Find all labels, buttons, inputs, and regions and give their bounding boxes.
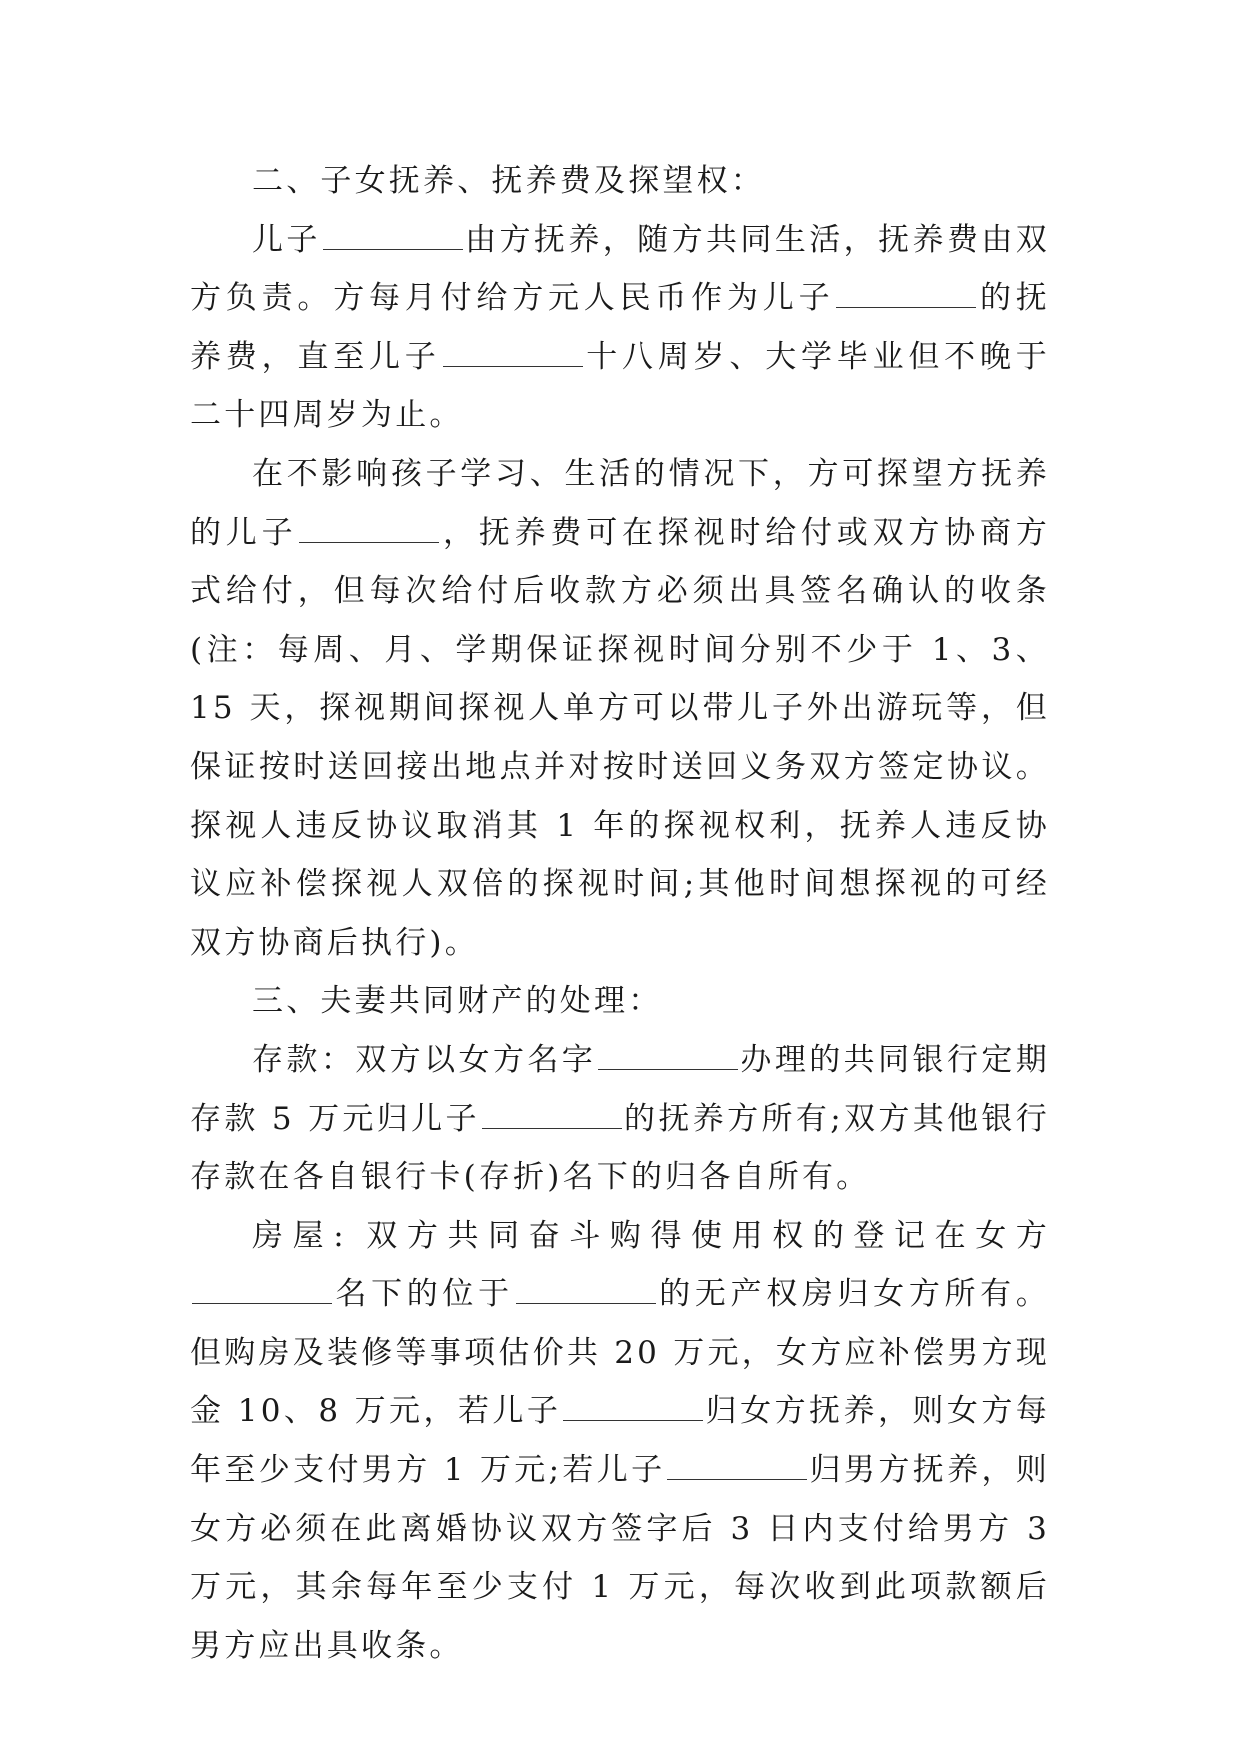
paragraph-p6 bbox=[190, 1207, 1050, 1676]
paragraph-p2 bbox=[190, 211, 1050, 445]
text-segment: 办理的共同银行定期存款 5 万元归儿子 bbox=[190, 1041, 1050, 1137]
text-segment: 三、夫妻共同财产的处理： bbox=[252, 983, 663, 1020]
fill-in-blank bbox=[482, 1101, 622, 1129]
text-segment: 二、子女抚养、抚养费及探望权： bbox=[252, 163, 765, 199]
fill-in-blank bbox=[598, 1042, 738, 1070]
text-segment: 在不影响孩子学习、生活的情况下，方可探望方抚养的儿子 bbox=[190, 455, 1050, 551]
fill-in-blank bbox=[516, 1276, 656, 1304]
text-segment: 名下的位于 bbox=[334, 1276, 514, 1313]
fill-in-blank bbox=[192, 1276, 332, 1304]
paragraph-p5 bbox=[190, 1031, 1050, 1207]
text-segment: 的抚养费，直至儿子 bbox=[190, 280, 1050, 375]
text-segment: 的无产权房归女方所有。但购房及装修等事项估价共 20 万元，女方应补偿男方现金 10、8 万元，若儿子 bbox=[190, 1276, 1051, 1430]
paragraph-p3 bbox=[190, 445, 1050, 972]
fill-in-blank bbox=[323, 222, 463, 250]
paragraph-p4 bbox=[190, 972, 1050, 1031]
text-segment: 归女方抚养，则女方每年至少支付男方 1 万元;若儿子 bbox=[190, 1393, 1051, 1489]
text-segment: 的抚养方所有;双方其他银行存款在各自银行卡(存折)名下的归各自所有。 bbox=[190, 1100, 1050, 1196]
fill-in-blank bbox=[443, 339, 583, 367]
document-body bbox=[190, 152, 1050, 1675]
paragraph-p1 bbox=[190, 152, 1050, 211]
text-segment: 由方抚养，随方共同生活，抚养费由双方负责。方每月付给方元人民币作为儿子 bbox=[190, 221, 1050, 317]
text-segment: 儿子 bbox=[252, 221, 321, 258]
fill-in-blank bbox=[836, 280, 976, 308]
text-segment: 房屋: 双方共同奋斗购得使用权的登记在女方 bbox=[252, 1217, 1050, 1254]
text-segment: ，抚养费可在探视时给付或双方协商方式给付，但每次给付后收款方必须出具签名确认的收条(注：每周、月、学期保证探视时间分别不少于 1、3、15 天，探视期间探视人单方可以带儿子外出游玩等，但保证按时送回接出地点并对按时送回义务双方签定协议。探视人违反协议取消其 1 年的探视权利，抚养人违反协议应补偿探视人双倍的探视时间;其他时间想探视的可经双方协商后执行)。 bbox=[190, 514, 1050, 961]
text-segment: 归男方抚养，则女方必须在此离婚协议双方签字后 3 日内支付给男方 3 万元，其余每年至少支付 1 万元，每次收到此项款额后男方应出具收条。 bbox=[190, 1452, 1051, 1664]
fill-in-blank bbox=[299, 515, 439, 543]
fill-in-blank bbox=[563, 1393, 703, 1421]
fill-in-blank bbox=[667, 1452, 807, 1480]
text-segment: 存款：双方以女方名字 bbox=[252, 1041, 597, 1078]
text-segment: 十八周岁、大学毕业但不晚于二十四周岁为止。 bbox=[190, 338, 1050, 434]
